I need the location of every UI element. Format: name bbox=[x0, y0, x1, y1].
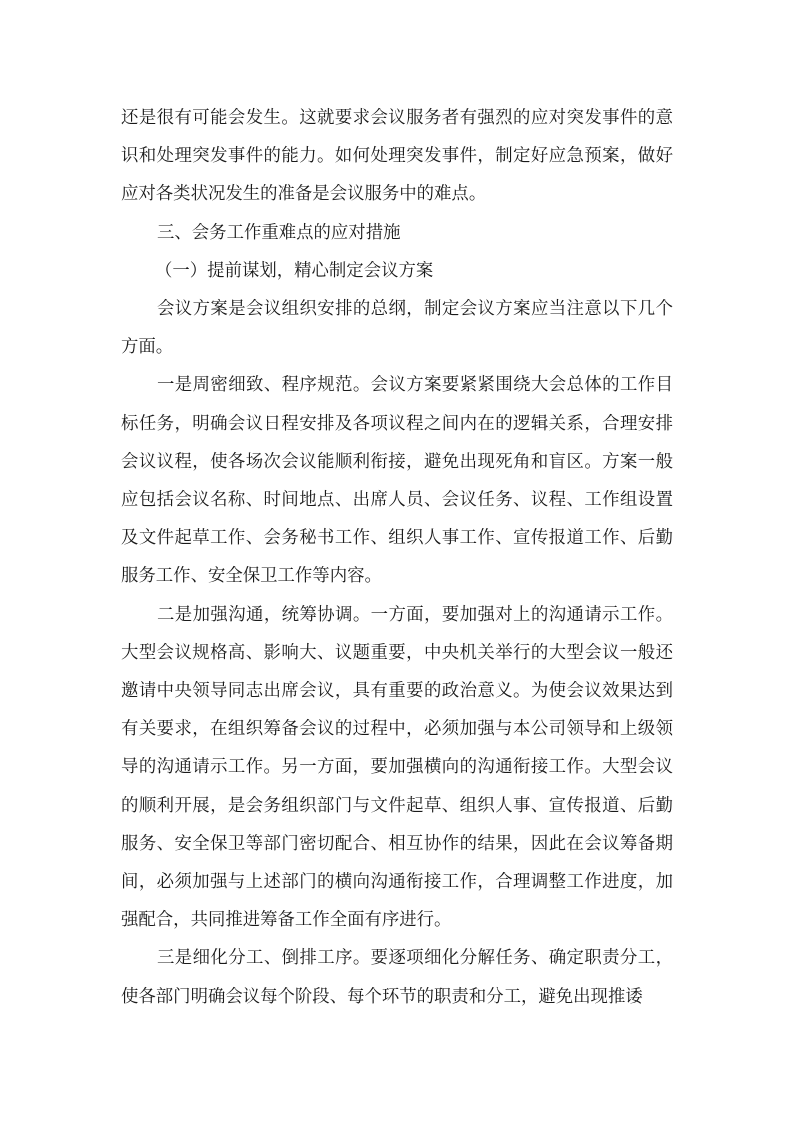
paragraph: 会议方案是会议组织安排的总纲，制定会议方案应当注意以下几个方面。 bbox=[121, 299, 673, 358]
subsection-heading: （一）提前谋划，精心制定会议方案 bbox=[155, 260, 434, 281]
document-body bbox=[121, 99, 673, 1016]
paragraph: 三是细化分工、倒排工序。要逐项细化分解任务、确定职责分工，使各部门明确会议每个阶段、每个环节的职责和分工，避免出现推诿 bbox=[121, 948, 673, 1007]
paragraph: 二是加强沟通，统筹协调。一方面，要加强对上的沟通请示工作。大型会议规格高、影响大、议题重要，中央机关举行的大型会议一般还邀请中央领导同志出席会议，具有重要的政治意义。为使会议效果达到有关要求，在组织筹备会议的过程中，必须加强与本公司领导和上级领导的沟通请示工作。另一方面，要加强横向的沟通衔接工作。大型会议的顺利开展，是会务组织部门与文件起草、组织人事、宣传报道、后勤服务、安全保卫等部门密切配合、相互协作的结果，因此在会议筹备期间，必须加强与上述部门的横向沟通衔接工作，合理调整工作进度，加强配合，共同推进筹备工作全面有序进行。 bbox=[121, 604, 673, 931]
paragraph-continued: 还是很有可能会发生。这就要求会议服务者有强烈的应对突发事件的意识和处理突发事件的能力。如何处理突发事件，制定好应急预案，做好应对各类状况发生的准备是会议服务中的难点。 bbox=[121, 108, 673, 205]
paragraph: 一是周密细致、程序规范。会议方案要紧紧围绕大会总体的工作目标任务，明确会议日程安排及各项议程之间内在的逻辑关系，合理安排会议议程，使各场次会议能顺利衔接，避免出现死角和盲区。方案一般应包括会议名称、时间地点、出席人员、会议任务、议程、工作组设置及文件起草工作、会务秘书工作、组织人事工作、宣传报道工作、后勤服务工作、安全保卫工作等内容。 bbox=[121, 375, 673, 587]
section-heading: 三、会务工作重难点的应对措施 bbox=[157, 222, 401, 243]
